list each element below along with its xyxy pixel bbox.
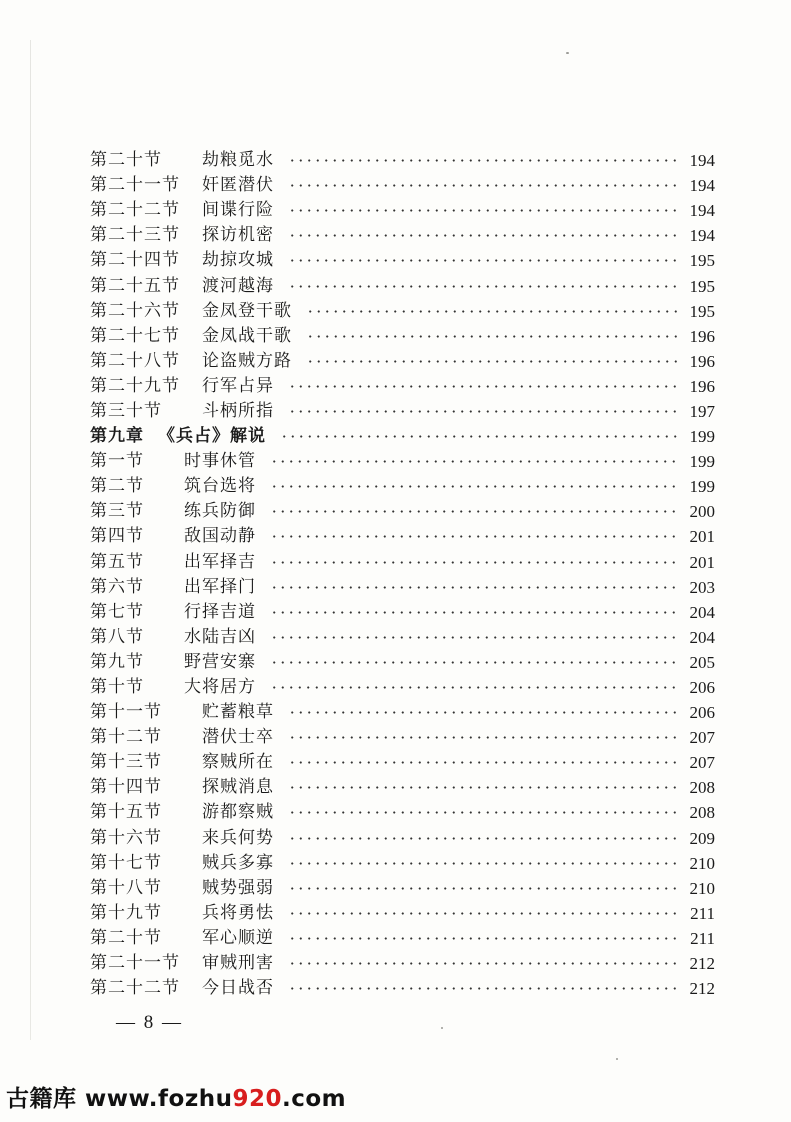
toc-page-number: 207 — [689, 753, 715, 773]
toc-section-number: 第二十四节 — [90, 250, 180, 271]
toc-row — [90, 324, 715, 349]
toc-page-number: 195 — [689, 276, 715, 296]
toc-dot-leader — [270, 460, 677, 463]
toc-section-title: 兵将勇怯 — [202, 902, 274, 923]
toc-section-number: 第十节 — [90, 677, 144, 698]
toc-section-number: 第二十一节 — [90, 175, 180, 196]
toc-row — [90, 273, 715, 298]
toc-row — [90, 951, 715, 976]
toc-page-number: 206 — [689, 678, 715, 698]
toc-dot-leader — [288, 987, 677, 990]
toc-page-number: 196 — [689, 376, 715, 396]
watermark-text — [6, 1080, 346, 1113]
toc-section-title: 行军占异 — [202, 375, 274, 396]
toc-row — [90, 299, 715, 324]
toc-section-title: 大将居方 — [184, 677, 256, 698]
toc-section-title: 野营安寨 — [184, 651, 256, 672]
toc-section-title: 时事休管 — [184, 451, 256, 472]
toc-page-number: 197 — [689, 401, 715, 421]
toc-section-number: 第三节 — [90, 501, 144, 522]
toc-dot-leader — [270, 636, 677, 639]
toc-page-number: 196 — [689, 326, 715, 346]
toc-row — [90, 148, 715, 173]
toc-section-number: 第九章 — [90, 426, 144, 447]
toc-dot-leader — [288, 234, 677, 237]
toc-entry-label — [90, 550, 256, 575]
toc-page-number: 194 — [689, 151, 715, 171]
toc-entry-label — [90, 399, 274, 424]
toc-entry-label — [90, 926, 274, 951]
toc-entry-label — [90, 223, 274, 248]
toc-section-title: 渡河越海 — [202, 275, 274, 296]
toc-section-title: 出军择吉 — [184, 551, 256, 572]
toc-page-number: 194 — [689, 226, 715, 246]
toc-section-title: 《兵占》解说 — [158, 426, 266, 447]
toc-row — [90, 926, 715, 951]
toc-section-title: 审贼刑害 — [202, 953, 274, 974]
toc-section-title: 奸匿潜伏 — [202, 175, 274, 196]
toc-section-title: 敌国动静 — [184, 526, 256, 547]
toc-entry-label — [90, 198, 274, 223]
toc-entry-label — [90, 173, 274, 198]
toc-section-number: 第二十八节 — [90, 350, 180, 371]
toc-section-number: 第十一节 — [90, 702, 162, 723]
toc-page-number: 207 — [689, 728, 715, 748]
toc-row — [90, 675, 715, 700]
toc-dot-leader — [288, 385, 677, 388]
toc-section-number: 第二节 — [90, 476, 144, 497]
scan-edge-line — [30, 40, 31, 1040]
toc-section-number: 第二十节 — [90, 150, 162, 171]
toc-dot-leader — [288, 887, 677, 890]
toc-entry-label — [90, 625, 256, 650]
toc-entry-label — [90, 524, 256, 549]
toc-row — [90, 625, 715, 650]
toc-section-number: 第八节 — [90, 626, 144, 647]
toc-section-number: 第二十一节 — [90, 953, 180, 974]
toc-dot-leader — [270, 611, 677, 614]
toc-section-number: 第七节 — [90, 601, 144, 622]
toc-page-number: 212 — [689, 979, 715, 999]
toc-section-number: 第十九节 — [90, 902, 162, 923]
toc-section-title: 潜伏士卒 — [202, 727, 274, 748]
toc-page-number: 211 — [690, 903, 715, 923]
toc-page-number: 204 — [689, 627, 715, 647]
toc-section-title: 探贼消息 — [202, 777, 274, 798]
toc-section-number: 第十六节 — [90, 827, 162, 848]
toc-entry-label — [90, 800, 274, 825]
toc-section-number: 第二十三节 — [90, 225, 180, 246]
toc-row — [90, 976, 715, 1001]
toc-dot-leader — [306, 335, 677, 338]
watermark-suffix: .com — [281, 1086, 347, 1112]
toc-entry-label — [90, 851, 274, 876]
toc-section-number: 第二十二节 — [90, 978, 180, 999]
toc-section-number: 第二十二节 — [90, 200, 180, 221]
toc-page-number: 204 — [689, 602, 715, 622]
toc-dot-leader — [288, 962, 677, 965]
toc-section-number: 第二十七节 — [90, 325, 180, 346]
toc-row — [90, 399, 715, 424]
toc-entry-label — [90, 424, 266, 449]
toc-row — [90, 876, 715, 901]
toc-section-title: 游都察贼 — [202, 802, 274, 823]
toc-dot-leader — [288, 862, 677, 865]
toc-section-title: 劫掠攻城 — [202, 250, 274, 271]
toc-section-number: 第三十节 — [90, 400, 162, 421]
toc-chapter-row — [90, 424, 715, 449]
toc-section-number: 第五节 — [90, 551, 144, 572]
toc-row — [90, 650, 715, 675]
toc-section-title: 贮蓄粮草 — [202, 702, 274, 723]
toc-row — [90, 575, 715, 600]
toc-row — [90, 173, 715, 198]
toc-dot-leader — [288, 736, 677, 739]
toc-entry-label — [90, 775, 274, 800]
toc-entry-label — [90, 299, 292, 324]
toc-section-title: 贼兵多寡 — [202, 852, 274, 873]
toc-entry-label — [90, 951, 274, 976]
toc-page-number: 199 — [689, 477, 715, 497]
toc-row — [90, 600, 715, 625]
toc-page-number: 212 — [689, 954, 715, 974]
toc-page-number: 210 — [689, 878, 715, 898]
toc-entry-label — [90, 675, 256, 700]
toc-section-number: 第二十九节 — [90, 375, 180, 396]
toc-page-number: 199 — [689, 452, 715, 472]
page-number: — 8 — — [116, 1012, 183, 1033]
scan-speck — [566, 52, 569, 54]
toc-row — [90, 851, 715, 876]
watermark-prefix: 古籍库 www.fozhu — [6, 1086, 233, 1112]
toc-row — [90, 800, 715, 825]
toc-dot-leader — [270, 510, 677, 513]
toc-row — [90, 750, 715, 775]
toc-section-number: 第六节 — [90, 576, 144, 597]
toc-entry-label — [90, 499, 256, 524]
toc-page-number: 208 — [689, 803, 715, 823]
scan-speck — [441, 1027, 443, 1029]
toc-dot-leader — [288, 410, 677, 413]
toc-page-number: 195 — [689, 301, 715, 321]
toc-dot-leader — [288, 786, 677, 789]
toc-dot-leader — [288, 285, 677, 288]
toc-entry-label — [90, 474, 256, 499]
toc-section-title: 金凤登干歌 — [202, 300, 292, 321]
toc-entry-label — [90, 600, 256, 625]
toc-section-number: 第十五节 — [90, 802, 162, 823]
toc-page-number: 194 — [689, 176, 715, 196]
toc-entry-label — [90, 248, 274, 273]
toc-section-number: 第十八节 — [90, 877, 162, 898]
toc-row — [90, 524, 715, 549]
toc-section-title: 来兵何势 — [202, 827, 274, 848]
toc-dot-leader — [288, 761, 677, 764]
toc-row — [90, 700, 715, 725]
toc-section-number: 第十七节 — [90, 852, 162, 873]
toc-section-title: 金凤战干歌 — [202, 325, 292, 346]
toc-dot-leader — [288, 159, 677, 162]
toc-entry-label — [90, 650, 256, 675]
toc-dot-leader — [270, 535, 677, 538]
toc-section-number: 第二十六节 — [90, 300, 180, 321]
toc-row — [90, 499, 715, 524]
toc-section-number: 第二十五节 — [90, 275, 180, 296]
watermark-accent: 920 — [232, 1086, 282, 1112]
toc-section-title: 军心顺逆 — [202, 927, 274, 948]
toc-section-title: 察贼所在 — [202, 752, 274, 773]
toc-section-title: 劫粮觅水 — [202, 150, 274, 171]
toc-dot-leader — [288, 259, 677, 262]
toc-dot-leader — [288, 937, 677, 940]
toc-page-number: 211 — [690, 928, 715, 948]
toc-dot-leader — [306, 360, 677, 363]
toc-row — [90, 826, 715, 851]
toc-entry-label — [90, 725, 274, 750]
toc-page-number: 208 — [689, 778, 715, 798]
toc-dot-leader — [306, 310, 677, 313]
toc-row — [90, 775, 715, 800]
toc-section-number: 第四节 — [90, 526, 144, 547]
toc-row — [90, 198, 715, 223]
toc-page-number: 195 — [689, 251, 715, 271]
toc-dot-leader — [288, 711, 677, 714]
toc-entry-label — [90, 148, 274, 173]
toc-page-number: 201 — [689, 527, 715, 547]
toc-page-number: 209 — [689, 828, 715, 848]
toc-page-number: 200 — [689, 502, 715, 522]
toc-dot-leader — [288, 912, 677, 915]
toc-section-number: 第十三节 — [90, 752, 162, 773]
toc-section-title: 论盗贼方路 — [202, 350, 292, 371]
table-of-contents — [90, 148, 715, 1001]
toc-section-title: 行择吉道 — [184, 601, 256, 622]
toc-entry-label — [90, 324, 292, 349]
toc-section-title: 贼势强弱 — [202, 877, 274, 898]
toc-dot-leader — [288, 209, 677, 212]
toc-page-number: 205 — [689, 652, 715, 672]
toc-dot-leader — [270, 661, 677, 664]
toc-section-title: 间谍行险 — [202, 200, 274, 221]
toc-section-title: 斗柄所指 — [202, 400, 274, 421]
toc-section-title: 练兵防御 — [184, 501, 256, 522]
toc-entry-label — [90, 374, 274, 399]
toc-row — [90, 550, 715, 575]
toc-section-number: 第十四节 — [90, 777, 162, 798]
toc-row — [90, 349, 715, 374]
toc-section-title: 出军择门 — [184, 576, 256, 597]
toc-dot-leader — [280, 435, 677, 438]
toc-page-number: 203 — [689, 577, 715, 597]
toc-page-number: 206 — [689, 703, 715, 723]
toc-page-number: 194 — [689, 201, 715, 221]
toc-page-number: 199 — [689, 427, 715, 447]
toc-dot-leader — [288, 811, 677, 814]
toc-section-number: 第九节 — [90, 651, 144, 672]
toc-section-title: 今日战否 — [202, 978, 274, 999]
toc-entry-label — [90, 876, 274, 901]
toc-dot-leader — [270, 586, 677, 589]
toc-entry-label — [90, 976, 274, 1001]
toc-entry-label — [90, 274, 274, 299]
toc-entry-label — [90, 449, 256, 474]
toc-page-number: 196 — [689, 351, 715, 371]
toc-dot-leader — [288, 184, 677, 187]
toc-row — [90, 474, 715, 499]
toc-row — [90, 901, 715, 926]
toc-entry-label — [90, 901, 274, 926]
toc-dot-leader — [288, 837, 677, 840]
toc-entry-label — [90, 826, 274, 851]
toc-section-title: 水陆吉凶 — [184, 626, 256, 647]
toc-entry-label — [90, 349, 292, 374]
toc-dot-leader — [270, 485, 677, 488]
toc-section-title: 探访机密 — [202, 225, 274, 246]
toc-section-title: 筑台选将 — [184, 476, 256, 497]
toc-page-number: 201 — [689, 552, 715, 572]
toc-entry-label — [90, 575, 256, 600]
toc-page-number: 210 — [689, 853, 715, 873]
toc-dot-leader — [270, 561, 677, 564]
toc-row — [90, 223, 715, 248]
toc-section-number: 第十二节 — [90, 727, 162, 748]
toc-row — [90, 374, 715, 399]
toc-entry-label — [90, 700, 274, 725]
toc-row — [90, 248, 715, 273]
toc-dot-leader — [270, 686, 677, 689]
toc-section-number: 第一节 — [90, 451, 144, 472]
toc-section-number: 第二十节 — [90, 927, 162, 948]
toc-entry-label — [90, 750, 274, 775]
toc-row — [90, 449, 715, 474]
scan-speck — [616, 1058, 618, 1060]
toc-row — [90, 725, 715, 750]
